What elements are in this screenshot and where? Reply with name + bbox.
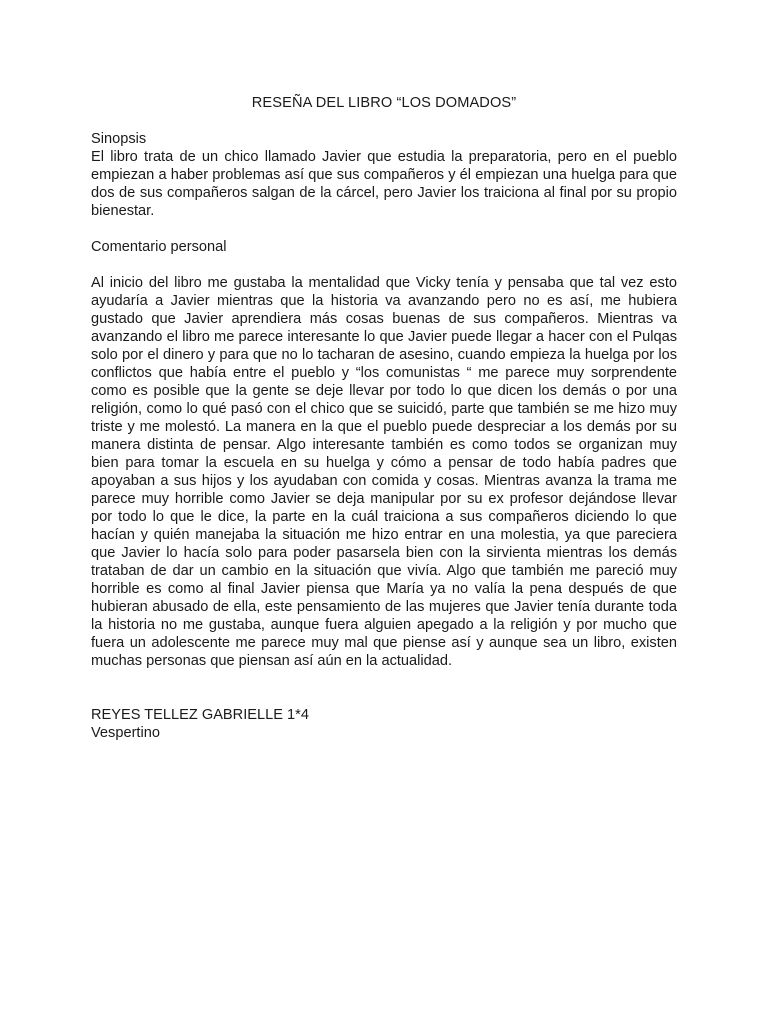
spacer xyxy=(91,670,677,706)
author-name: REYES TELLEZ GABRIELLE 1*4 xyxy=(91,707,309,723)
spacer xyxy=(91,256,677,274)
spacer xyxy=(91,220,677,238)
comentario-paragraph: Al inicio del libro me gustaba la mentalidad que Vicky tenía y pensaba que tal vez esto ayudaría a Javier mientras que la historia va avanzando pero no es así, me hubiera gustado que Javier aprendiera más cosas buenas de sus compañeros. Mientras va avanzando el libro me parece interesante lo que Javier puede llegar a hacer con el Pulqas solo por el dinero y para que no lo tacharan de asesino, cuando empieza la huelga por los conflictos que había entre el pueblo y “los comunistas “ me parece muy sorprendente como es posible que la gente se deje llevar por todo lo que dicen los demás o por una religión, como lo qué pasó con el chico que se suicidó, parte que también se me hizo muy triste y me molestó. La manera en la que el pueblo puede despreciar a los demás por su manera distinta de pensar. Algo interesante también es como todos se organizan muy bien para tomar la escuela en su huelga y cómo a pensar de todo había padres que apoyaban a sus hijos y los ayudaban con comida y cosas. Mientras avanza la trama me parece muy horrible como Javier se deja manipular por su ex profesor dejándose llevar por todo lo que le dice, la parte en la cuál traiciona a sus compañeros diciendo lo que hacían y quién manejaba la situación me hizo entrar en una molestia, ya que pareciera que Javier lo hacía solo para poder pasarsela bien con la sirvienta mientras los demás trataban de dar un cambio en la situación que vivía. Algo que también me pareció muy horrible es como al final Javier piensa que María ya no valía la pena después de que hubieran abusado de ella, este pensamiento de las mujeres que Javier tenía durante toda la historia no me gustaba, aunque fuera alguien apegado a la religión y por mucho que fuera un adolescente me parece muy mal que piense así y aunque sea un libro, existen muchas personas que piensan así aún en la actualidad. xyxy=(91,275,677,669)
sinopsis-paragraph: El libro trata de un chico llamado Javier que estudia la preparatoria, pero en el pueblo empiezan a haber problemas así que sus compañeros y él empiezan una huelga para que dos de sus compañeros salgan de la cárcel, pero Javier los traiciona al final por su propio bienestar. xyxy=(91,149,677,219)
document-body xyxy=(91,94,677,742)
sinopsis-heading: Sinopsis xyxy=(91,131,147,147)
school-shift: Vespertino xyxy=(91,725,160,741)
comentario-heading: Comentario personal xyxy=(91,239,227,255)
document-title: RESEÑA DEL LIBRO “LOS DOMADOS” xyxy=(251,95,517,111)
